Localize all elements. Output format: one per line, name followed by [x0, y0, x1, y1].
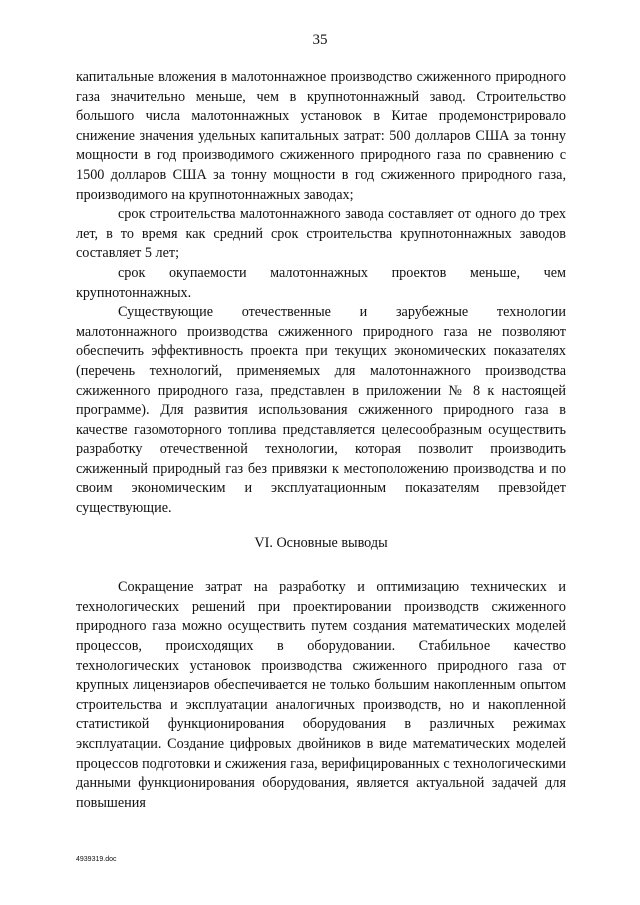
paragraph-construction-time: срок строительства малотоннажного завода составляет от одного до трех лет, в то время как средний срок строительства крупнотоннажных заводов составляет 5 лет; [76, 206, 566, 262]
paragraph-technologies: Существующие отечественные и зарубежные технологии малотоннажного производства сжиженного природного газа не позволяют обеспечить эффективность проекта при текущих экономических показателях (перечень технологий, применяемых для малотоннажного производства сжиженного природного газа, представлен в приложении № 8 к настоящей программе). Для развития использования сжиженного природного газа в качестве газомоторного топлива представляется целесообразным осуществить разработку отечественной технологии, которая позволит производить сжиженный природный газ без привязки к местоположению производства и по своим экономическим и эксплуатационным показателям превзойдет существующие. [76, 304, 566, 517]
footer-filename: 4939319.doc [76, 856, 117, 863]
paragraph-payback: срок окупаемости малотоннажных проектов меньше, чем крупнотоннажных. [76, 264, 566, 301]
section-heading: VI. Основные выводы [254, 534, 388, 551]
paragraph-conclusions: Сокращение затрат на разработку и оптимизацию технических и технологических решений при проектировании производств сжиженного природного газа можно осуществить путем создания математических моделей процессов, происходящих в оборудовании. Стабильное качество технологических установок производства сжиженного природного газа от крупных лицензиаров обеспечивается не только большим накопленным опытом строительства и эксплуатации аналогичных производств, но и накопленной статистикой функционирования оборудования в различных режимах эксплуатации. Создание цифровых двойников в виде математических моделей процессов подготовки и сжижения газа, верифицированных с технологическими данными функционирования оборудования, является актуальной задачей для повышения [76, 579, 566, 811]
paragraph-capital-costs: капитальные вложения в малотоннажное производство сжиженного природного газа значительно меньше, чем в крупнотоннажный завод. Строительство большого числа малотоннажных установок в Китае продемонстрировало снижение значения удельных капитальных затрат: 500 долларов США за тонну мощности в год производимого сжиженного природного газа по сравнению с 1500 долларов США за тонну мощности в год сжиженного природного газа, производимого на крупнотоннажных заводах; [76, 69, 566, 203]
body-text [76, 68, 566, 813]
page-number: 35 [312, 32, 328, 48]
